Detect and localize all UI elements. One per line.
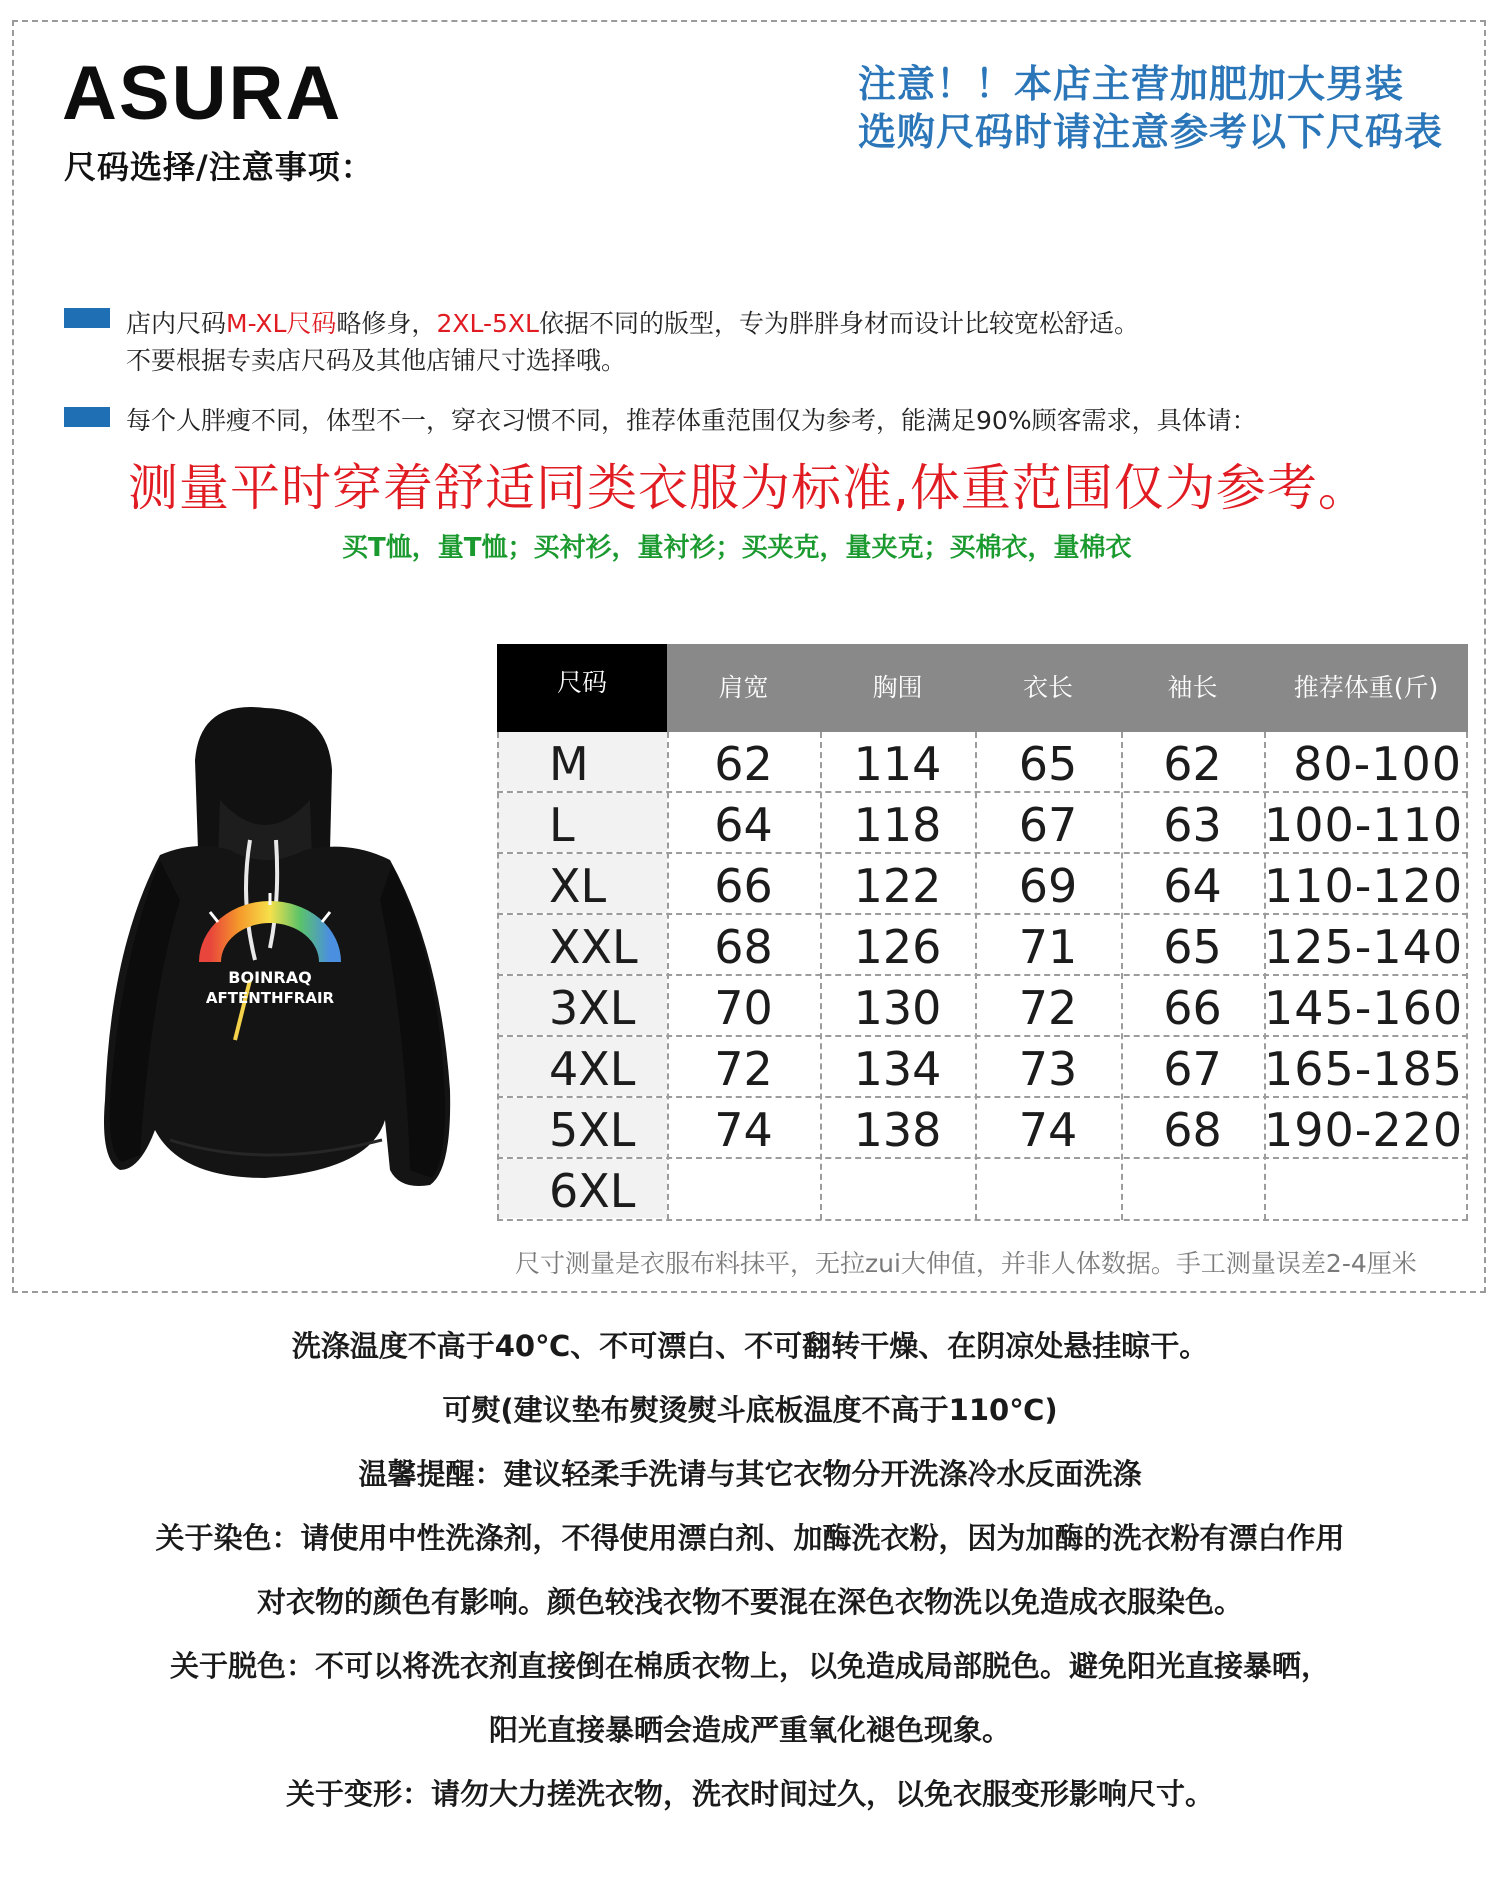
cell-weight: 100-110 — [1264, 798, 1464, 852]
cell-chest: 114 — [853, 737, 942, 791]
cell-sleeve: 66 — [1163, 981, 1222, 1035]
cell-sleeve: 65 — [1163, 920, 1222, 974]
cell-size: M — [549, 737, 589, 791]
header-sleeve: 袖长 — [1167, 673, 1218, 702]
print-line-1: BOINRAQ — [228, 968, 312, 987]
cell-length: 72 — [1018, 981, 1078, 1035]
highlight-notice: 测量平时穿着舒适同类衣服为标准,体重范围仅为参考。 — [128, 459, 1369, 517]
table-row — [497, 915, 1468, 976]
cell-sleeve — [1121, 1159, 1264, 1218]
note-1-seg-1: 店内尺码 — [126, 309, 227, 338]
cell-length: 73 — [1018, 1042, 1078, 1096]
cell-length: 67 — [1018, 798, 1078, 852]
cell-length: 65 — [1018, 737, 1078, 791]
header-shoulder: 肩宽 — [718, 673, 769, 702]
cell-shoulder: 62 — [714, 737, 773, 791]
table-border — [497, 732, 499, 1220]
column-divider — [975, 732, 977, 1220]
cell-shoulder: 68 — [714, 920, 773, 974]
cell-shoulder: 64 — [714, 798, 773, 852]
store-notice — [858, 60, 1443, 156]
header-size: 尺码 — [497, 644, 667, 732]
cell-weight: 125-140 — [1264, 920, 1464, 974]
section-subtitle: 尺码选择/注意事项： — [64, 148, 374, 186]
table-border — [1466, 732, 1468, 1220]
cell-shoulder: 72 — [714, 1042, 773, 1096]
cell-weight: 190-220 — [1264, 1103, 1464, 1157]
note-1-seg-4: 2XL-5XL — [436, 309, 539, 338]
cell-shoulder: 66 — [714, 859, 773, 913]
cell-length — [975, 1159, 1121, 1218]
table-row — [497, 1037, 1468, 1098]
note-1-line-1 — [126, 304, 1139, 340]
cell-size: 5XL — [549, 1103, 636, 1157]
note-1-seg-3: 略修身， — [336, 309, 437, 338]
care-line: 可熨(建议垫布熨烫熨斗底板温度不高于110℃) — [442, 1393, 1058, 1427]
care-line: 洗涤温度不高于40℃、不可漂白、不可翻转干燥、在阴凉处悬挂晾干。 — [291, 1329, 1209, 1363]
cell-length: 69 — [1018, 859, 1078, 913]
table-row — [497, 732, 1468, 793]
table-row — [497, 1098, 1468, 1159]
table-header — [497, 644, 1468, 732]
cell-size: 3XL — [549, 981, 636, 1035]
header-weight: 推荐体重(斤) — [1293, 673, 1439, 702]
table-border — [497, 1219, 1468, 1221]
cell-sleeve: 68 — [1163, 1103, 1222, 1157]
header-chest: 胸围 — [872, 673, 923, 702]
bullet-marker — [64, 308, 110, 328]
cell-weight — [1264, 1159, 1468, 1218]
cell-weight: 145-160 — [1264, 981, 1464, 1035]
cell-chest: 122 — [853, 859, 942, 913]
care-line: 阳光直接暴晒会造成严重氧化褪色现象。 — [488, 1713, 1011, 1747]
cell-length: 71 — [1018, 920, 1078, 974]
cell-weight: 165-185 — [1264, 1042, 1464, 1096]
care-line: 关于染色：请使用中性洗涤剂，不得使用漂白剂、加酶洗衣粉，因为加酶的洗衣粉有漂白作用 — [155, 1521, 1345, 1555]
print-line-2: AFTENTHFRAIR — [205, 989, 335, 1007]
table-row — [497, 854, 1468, 915]
cell-weight: 110-120 — [1264, 859, 1464, 913]
cell-chest: 134 — [853, 1042, 942, 1096]
cell-size: 4XL — [549, 1042, 636, 1096]
column-divider — [1264, 732, 1266, 1220]
cell-chest: 126 — [853, 920, 942, 974]
cell-chest: 138 — [853, 1103, 942, 1157]
cell-sleeve: 62 — [1163, 737, 1222, 791]
cell-weight: 80-100 — [1293, 737, 1462, 791]
cell-sleeve: 67 — [1163, 1042, 1222, 1096]
care-line: 温馨提醒：建议轻柔手洗请与其它衣物分开洗涤冷水反面洗涤 — [358, 1457, 1142, 1491]
care-line: 对衣物的颜色有影响。颜色较浅衣物不要混在深色衣物洗以免造成衣服染色。 — [256, 1585, 1243, 1619]
column-divider — [820, 732, 822, 1220]
cell-size: 6XL — [549, 1164, 636, 1218]
column-divider — [1121, 732, 1123, 1220]
cell-shoulder — [667, 1159, 820, 1218]
note-1-line-2: 不要根据专卖店尺码及其他店铺尺寸选择哦。 — [126, 346, 627, 375]
cell-shoulder: 70 — [714, 981, 773, 1035]
cell-size: XXL — [549, 920, 638, 974]
table-row — [497, 976, 1468, 1037]
hoodie-image — [100, 700, 460, 1210]
care-line: 关于脱色：不可以将洗衣剂直接倒在棉质衣物上，以免造成局部脱色。避免阳光直接暴晒， — [169, 1649, 1330, 1683]
column-divider — [667, 732, 669, 1220]
note-1-seg-2: M-XL尺码 — [226, 309, 337, 338]
note-2: 每个人胖瘦不同，体型不一，穿衣习惯不同，推荐体重范围仅为参考，能满足90%顾客需求，具体请： — [126, 406, 1257, 435]
cell-shoulder: 74 — [714, 1103, 773, 1157]
cell-sleeve: 63 — [1163, 798, 1222, 852]
cell-chest: 118 — [853, 798, 942, 852]
bullet-marker — [64, 407, 110, 427]
notice-line-2: 选购尺码时请注意参考以下尺码表 — [858, 110, 1444, 154]
cell-length: 74 — [1018, 1103, 1078, 1157]
header-length: 衣长 — [1022, 673, 1073, 702]
table-row — [497, 793, 1468, 854]
measurement-footnote: 尺寸测量是衣服布料抹平，无拉zui大伸值，并非人体数据。手工测量误差2-4厘米 — [515, 1249, 1417, 1278]
cell-chest — [820, 1159, 975, 1218]
brand-logo: ASURA — [62, 51, 343, 136]
note-1-seg-5: 依据不同的版型，专为胖胖身材而设计比较宽松舒适。 — [538, 309, 1139, 338]
measure-tip: 买T恤，量T恤；买衬衫，量衬衫；买夹克，量夹克；买棉衣，量棉衣 — [342, 533, 1132, 563]
notice-line-1: 注意！！本店主营加肥加大男装 — [858, 62, 1405, 106]
cell-size: L — [549, 798, 575, 852]
table-row — [497, 1159, 1468, 1220]
cell-chest: 130 — [853, 981, 942, 1035]
care-line: 关于变形：请勿大力搓洗衣物，洗衣时间过久，以免衣服变形影响尺寸。 — [285, 1777, 1214, 1811]
cell-size: XL — [549, 859, 607, 913]
cell-sleeve: 64 — [1163, 859, 1222, 913]
